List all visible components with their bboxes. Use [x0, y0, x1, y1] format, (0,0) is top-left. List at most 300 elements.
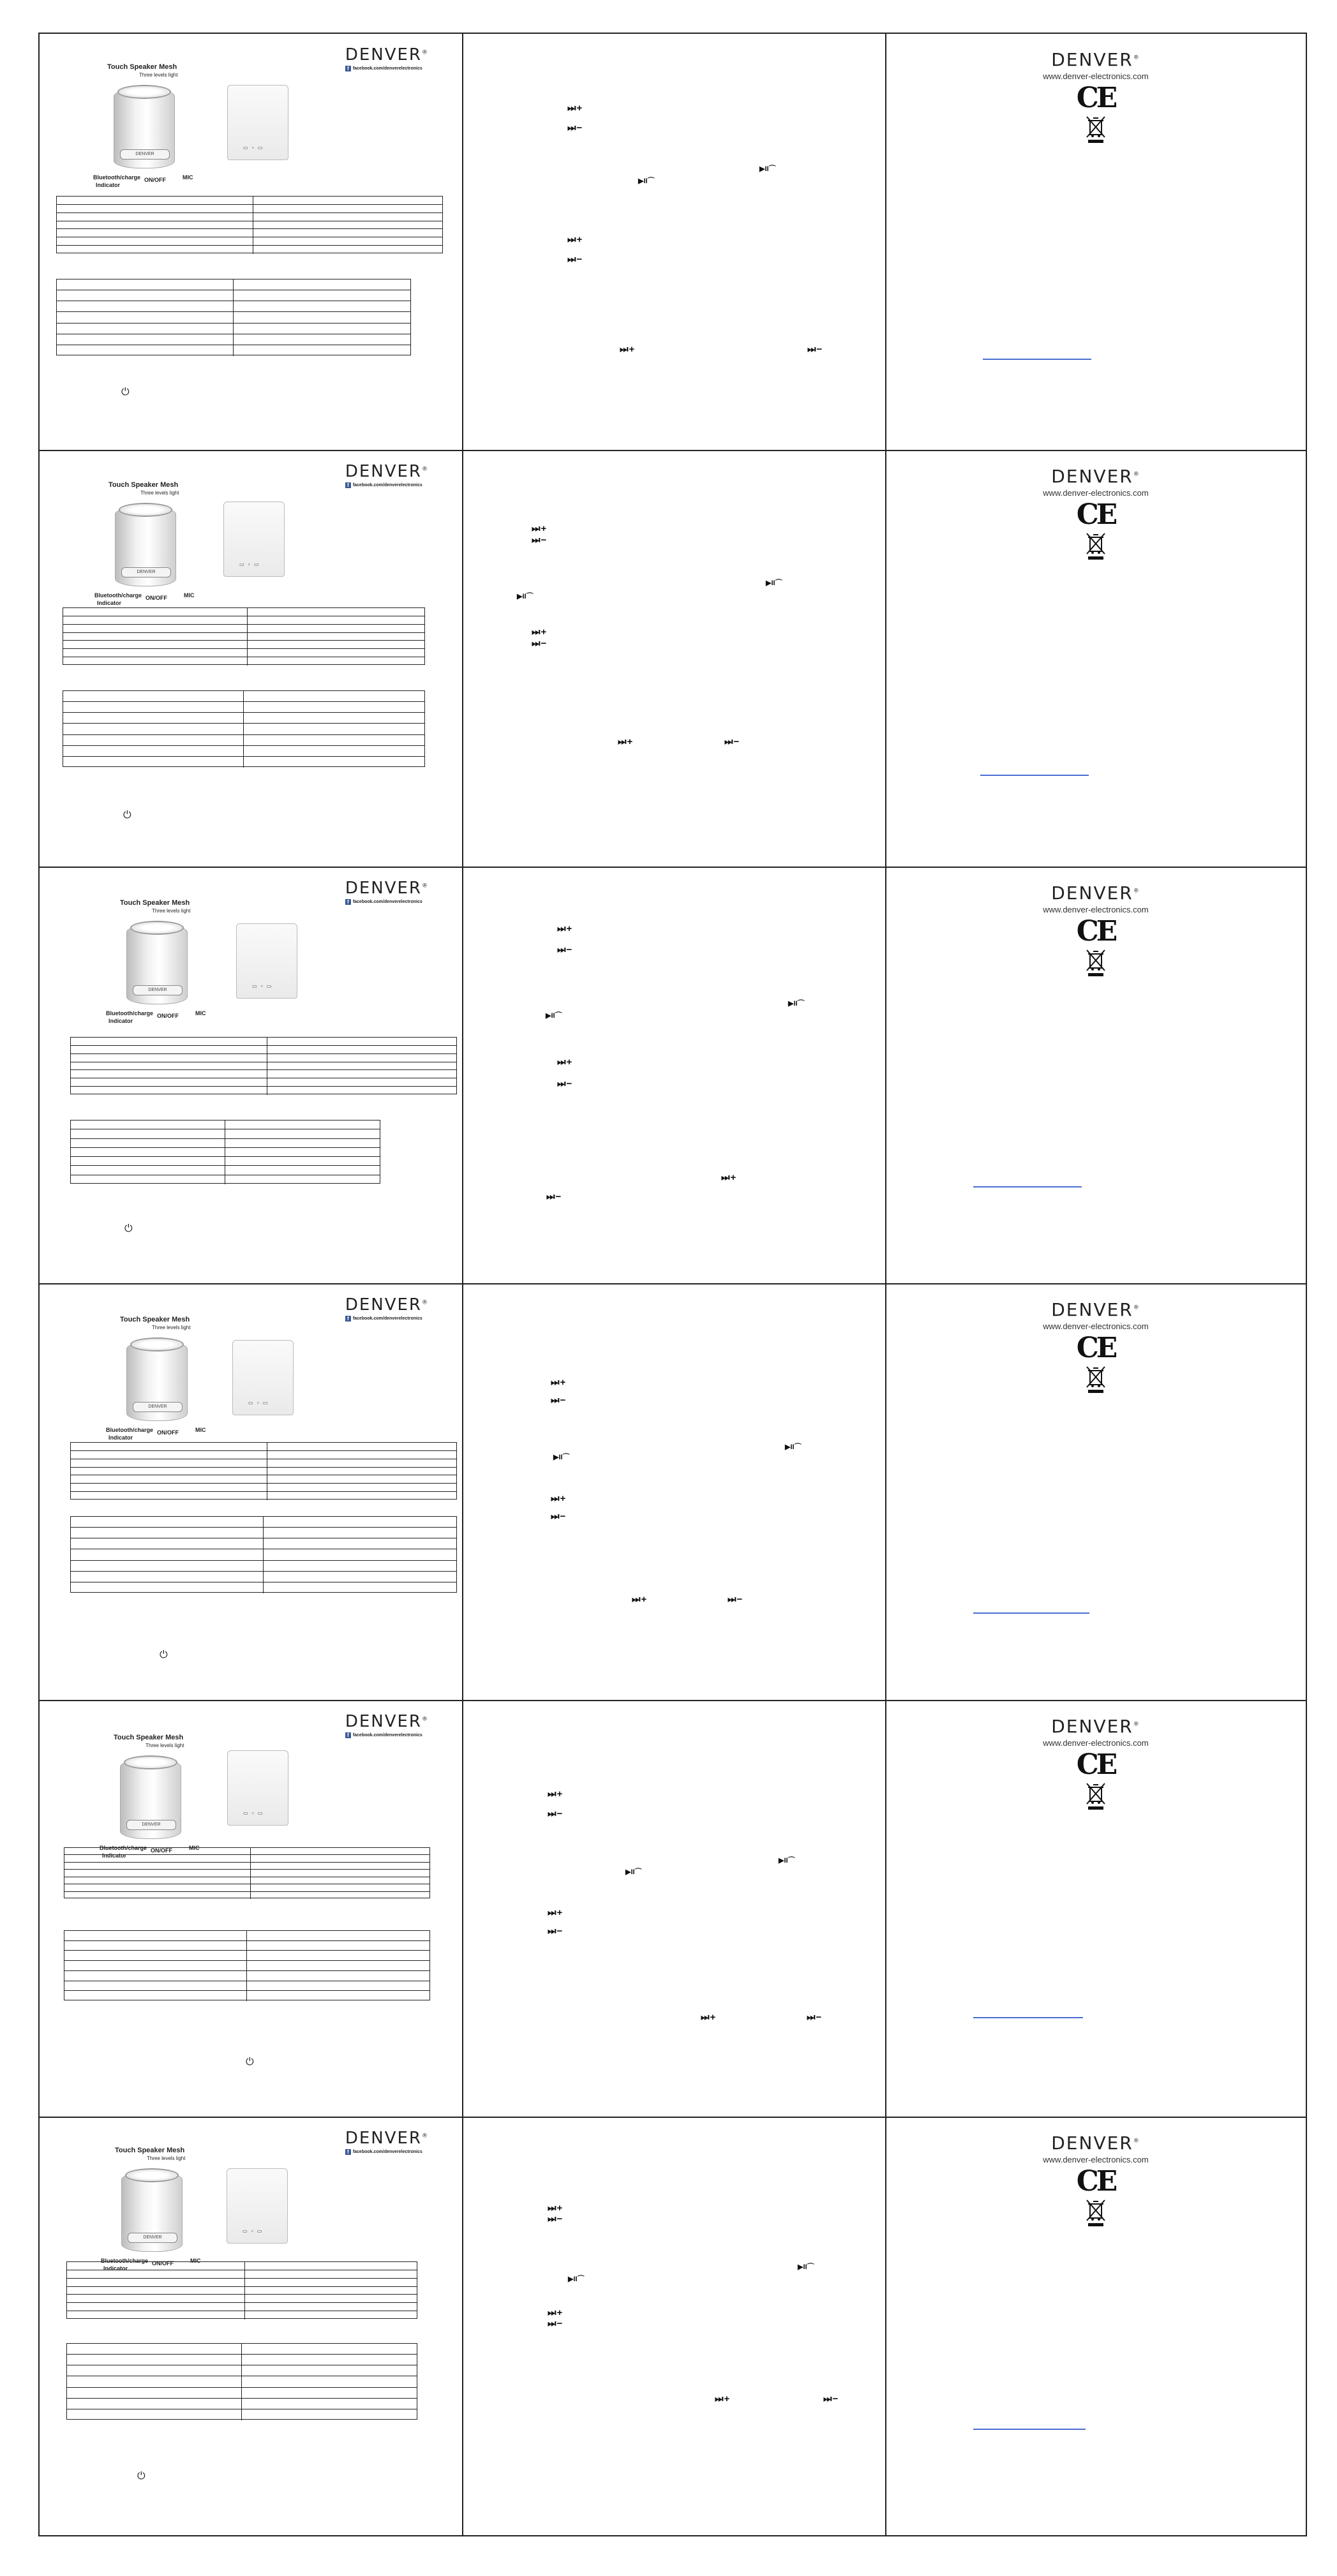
- light-label: Three levels light: [152, 908, 191, 914]
- table-row: [71, 1451, 456, 1459]
- table-row: [71, 1129, 380, 1138]
- table-cell: [267, 1046, 456, 1053]
- play-pause-icon: ▶︎II⌒: [517, 593, 534, 600]
- table-row: [71, 1078, 456, 1087]
- next-volume-up-icon: ⏭+: [721, 1172, 737, 1183]
- controls-panel: [461, 1699, 884, 2115]
- mic-label: MIC: [189, 1845, 200, 1851]
- denver-logo: DENVER®: [345, 1712, 429, 1731]
- mic-label: MIC: [184, 592, 195, 599]
- table-row: [64, 1991, 429, 2001]
- table-cell: [63, 649, 248, 657]
- table-cell: [264, 1561, 456, 1571]
- table-cell: [245, 2270, 417, 2278]
- table-cell: [267, 1070, 456, 1078]
- table-row: [64, 1870, 429, 1877]
- table-cell: [245, 2311, 417, 2319]
- compliance-panel: [885, 2116, 1307, 2532]
- light-label: Three levels light: [152, 1325, 191, 1330]
- previous-volume-down-icon: ⏭−: [557, 944, 573, 955]
- play-pause-icon: ▶︎II⌒: [779, 1857, 795, 1865]
- mic-label: MIC: [195, 1427, 206, 1433]
- website-url[interactable]: www.denver-electronics.com: [1043, 2155, 1149, 2164]
- website-url[interactable]: www.denver-electronics.com: [1043, 488, 1149, 498]
- product-diagram-panel: [38, 866, 461, 1282]
- hyperlink-underline[interactable]: [980, 775, 1089, 776]
- table-cell: [71, 1175, 225, 1184]
- next-volume-up-icon: ⏭+: [548, 1789, 564, 1799]
- table-cell: [71, 1549, 264, 1560]
- table-row: [71, 1166, 380, 1175]
- previous-volume-down-icon: ⏭−: [567, 123, 583, 133]
- previous-volume-down-icon: ⏭−: [551, 1395, 567, 1406]
- table-row: [64, 1848, 429, 1855]
- table-cell: [234, 301, 410, 311]
- table-cell: [251, 1877, 429, 1884]
- table-cell: [71, 1517, 264, 1527]
- table-row: [64, 1863, 429, 1870]
- product-diagram-panel: [38, 1699, 461, 2115]
- table-cell: [71, 1070, 267, 1078]
- table-cell: [63, 608, 248, 616]
- table-row: [71, 1459, 456, 1468]
- facebook-link[interactable]: f facebook.com/denverelectronics: [345, 1732, 429, 1738]
- table-cell: [67, 2399, 242, 2409]
- table-row: [71, 1517, 456, 1528]
- table-cell: [234, 334, 410, 345]
- table-cell: [71, 1468, 267, 1475]
- light-label: Three levels light: [140, 490, 179, 496]
- table-cell: [71, 1451, 267, 1459]
- speaker-front-illustration: DENVER: [121, 2166, 183, 2252]
- denver-logo: DENVER®: [1051, 466, 1140, 487]
- table-row: [63, 649, 424, 657]
- bluetooth-label: Bluetooth/charge: [106, 1010, 154, 1016]
- speaker-front-illustration: DENVER: [114, 82, 175, 168]
- onoff-label: ON/OFF: [152, 2260, 174, 2267]
- table-cell: [247, 1981, 429, 1991]
- table-cell: [247, 1971, 429, 1981]
- table-row: [67, 2376, 417, 2387]
- controls-panel: [461, 866, 884, 1282]
- table-row: [63, 608, 424, 616]
- brand-block: [885, 1716, 1307, 1810]
- table-cell: [71, 1492, 267, 1500]
- table-row: [71, 1582, 456, 1593]
- table-cell: [67, 2365, 242, 2376]
- previous-volume-down-icon: ⏭−: [567, 254, 583, 265]
- previous-volume-down-icon: ⏭−: [548, 2318, 564, 2329]
- table-cell: [244, 691, 424, 701]
- table-cell: [71, 1166, 225, 1174]
- table-cell: [57, 312, 234, 322]
- power-icon: ⏻: [124, 1223, 133, 1234]
- table-cell: [245, 2303, 417, 2311]
- controls-panel: [461, 33, 884, 449]
- table-cell: [71, 1148, 225, 1156]
- table-cell: [63, 702, 244, 712]
- next-volume-up-icon: ⏭+: [548, 2203, 564, 2214]
- table-row: [57, 213, 442, 221]
- table-row: [71, 1062, 456, 1071]
- table-cell: [244, 702, 424, 712]
- table-cell: [251, 1892, 429, 1899]
- table-cell: [248, 649, 424, 657]
- next-volume-up-icon: ⏭+: [618, 736, 634, 747]
- diagram-title: Touch Speaker Mesh: [115, 2147, 185, 2154]
- table-cell: [64, 1951, 247, 1960]
- table-cell: [225, 1157, 380, 1165]
- power-icon: ⏻: [160, 1649, 168, 1660]
- table-cell: [247, 1931, 429, 1940]
- table-cell: [71, 1475, 267, 1483]
- denver-logo: DENVER®: [345, 45, 429, 64]
- spec-table: [56, 196, 443, 253]
- table-cell: [242, 2399, 417, 2409]
- play-pause-icon: ▶︎II⌒: [766, 579, 782, 587]
- table-cell: [267, 1443, 456, 1450]
- speaker-back-illustration: ▭ ▫ ▭: [227, 1750, 288, 1826]
- table-cell: [242, 2355, 417, 2365]
- table-cell: [225, 1129, 380, 1138]
- table-row: [63, 702, 424, 713]
- denver-logo: DENVER®: [1051, 1716, 1140, 1737]
- spec-table: [70, 1037, 457, 1094]
- table-row: [67, 2262, 417, 2270]
- diagram-title: Touch Speaker Mesh: [107, 63, 177, 71]
- table-cell: [57, 345, 234, 356]
- manual-page-row: [38, 866, 1337, 1282]
- table-cell: [225, 1148, 380, 1156]
- table-cell: [242, 2365, 417, 2376]
- crossed-out-bin-icon: [1084, 1366, 1107, 1394]
- denver-logo: DENVER®: [345, 1295, 429, 1314]
- table-cell: [57, 334, 234, 345]
- table-cell: [242, 2344, 417, 2354]
- table-cell: [244, 735, 424, 745]
- table-cell: [63, 625, 248, 632]
- table-cell: [63, 724, 244, 734]
- onoff-label: ON/OFF: [157, 1429, 179, 1436]
- table-row: [57, 221, 442, 230]
- table-cell: [244, 746, 424, 756]
- speaker-front-illustration: DENVER: [126, 1335, 188, 1421]
- facebook-link[interactable]: f facebook.com/denverelectronics: [345, 899, 429, 905]
- bluetooth-label: Bluetooth/charge: [94, 592, 142, 599]
- spec-table: [66, 2261, 417, 2319]
- table-row: [67, 2399, 417, 2409]
- hyperlink-underline[interactable]: [973, 2429, 1086, 2430]
- table-cell: [248, 616, 424, 624]
- table-row: [57, 229, 442, 237]
- product-diagram-panel: [38, 2116, 461, 2532]
- table-row: [71, 1175, 380, 1184]
- denver-logo: DENVER®: [345, 2129, 429, 2148]
- compliance-panel: [885, 33, 1307, 449]
- table-cell: [64, 1971, 247, 1981]
- table-row: [57, 345, 410, 356]
- table-cell: [63, 757, 244, 768]
- table-row: [71, 1087, 456, 1095]
- ce-mark: CE: [1076, 82, 1116, 114]
- table-row: [67, 2344, 417, 2355]
- website-url[interactable]: www.denver-electronics.com: [1043, 71, 1149, 81]
- ce-mark: CE: [1076, 1332, 1116, 1364]
- onoff-label: ON/OFF: [151, 1847, 172, 1854]
- table-cell: [264, 1572, 456, 1582]
- next-volume-up-icon: ⏭+: [567, 103, 583, 114]
- bluetooth-label: Bluetooth/charge: [106, 1427, 154, 1433]
- table-row: [71, 1157, 380, 1166]
- table-row: [71, 1120, 380, 1129]
- table-row: [71, 1148, 380, 1157]
- table-cell: [63, 616, 248, 624]
- table-cell: [71, 1087, 267, 1095]
- table-cell: [57, 205, 253, 212]
- table-cell: [267, 1475, 456, 1483]
- facebook-link[interactable]: f facebook.com/denverelectronics: [345, 66, 429, 71]
- compliance-panel: [885, 1699, 1307, 2115]
- parts-table: [70, 1516, 457, 1593]
- table-row: [71, 1484, 456, 1492]
- table-row: [63, 757, 424, 768]
- table-cell: [251, 1855, 429, 1861]
- light-label: Three levels light: [146, 1743, 184, 1748]
- hyperlink-underline[interactable]: [973, 1612, 1089, 1614]
- table-cell: [253, 237, 442, 245]
- table-cell: [63, 713, 244, 723]
- table-cell: [71, 1054, 267, 1062]
- denver-logo-block: [345, 1295, 429, 1322]
- table-row: [67, 2279, 417, 2287]
- diagram-title: Touch Speaker Mesh: [120, 899, 190, 907]
- ce-mark: CE: [1076, 2165, 1116, 2198]
- table-cell: [225, 1175, 380, 1184]
- table-cell: [247, 1951, 429, 1960]
- table-row: [71, 1054, 456, 1062]
- table-cell: [267, 1484, 456, 1491]
- speaker-back-illustration: ▭ ▫ ▭: [223, 502, 285, 577]
- table-cell: [57, 197, 253, 204]
- table-cell: [64, 1981, 247, 1991]
- play-pause-icon: ▶︎II⌒: [798, 2263, 814, 2271]
- table-row: [57, 237, 442, 246]
- denver-logo-block: [345, 462, 429, 488]
- table-cell: [253, 246, 442, 254]
- table-cell: [64, 1931, 247, 1940]
- onoff-label: ON/OFF: [157, 1013, 179, 1019]
- compliance-panel: [885, 866, 1307, 1282]
- next-volume-up-icon: ⏭+: [701, 2012, 717, 2023]
- table-cell: [71, 1157, 225, 1165]
- website-url[interactable]: www.denver-electronics.com: [1043, 905, 1149, 914]
- table-cell: [67, 2303, 245, 2311]
- controls-panel: [461, 449, 884, 865]
- crossed-out-bin-icon: [1084, 532, 1107, 560]
- onoff-label: ON/OFF: [144, 177, 166, 183]
- next-volume-up-icon: ⏭+: [567, 234, 583, 245]
- table-cell: [67, 2262, 245, 2270]
- table-cell: [71, 1582, 264, 1593]
- hyperlink-underline[interactable]: [973, 2017, 1083, 2018]
- hyperlink-underline[interactable]: [973, 1186, 1082, 1187]
- spec-table: [70, 1442, 457, 1500]
- table-row: [64, 1981, 429, 1992]
- table-row: [57, 290, 410, 301]
- indicator-label: Indicator: [96, 182, 121, 188]
- table-cell: [64, 1892, 251, 1899]
- mic-label: MIC: [190, 2258, 201, 2264]
- table-cell: [57, 290, 234, 301]
- table-cell: [267, 1038, 456, 1045]
- table-cell: [264, 1582, 456, 1593]
- play-pause-icon: ▶︎II⌒: [625, 1868, 642, 1876]
- power-icon: ⏻: [121, 387, 130, 398]
- table-cell: [64, 1855, 251, 1861]
- table-row: [67, 2355, 417, 2365]
- table-cell: [67, 2270, 245, 2278]
- table-cell: [67, 2287, 245, 2295]
- light-label: Three levels light: [147, 2155, 186, 2161]
- table-row: [71, 1475, 456, 1484]
- table-cell: [71, 1038, 267, 1045]
- table-cell: [71, 1561, 264, 1571]
- table-row: [57, 312, 410, 323]
- table-row: [63, 633, 424, 641]
- table-cell: [57, 246, 253, 254]
- table-cell: [57, 324, 234, 334]
- previous-volume-down-icon: ⏭−: [532, 535, 548, 546]
- speaker-back-illustration: ▭ ▫ ▭: [227, 2168, 288, 2244]
- facebook-link[interactable]: f facebook.com/denverelectronics: [345, 1316, 429, 1322]
- bluetooth-label: Bluetooth/charge: [101, 2258, 149, 2264]
- table-cell: [63, 746, 244, 756]
- table-row: [67, 2311, 417, 2319]
- table-row: [64, 1951, 429, 1961]
- table-row: [71, 1572, 456, 1582]
- mic-label: MIC: [183, 174, 193, 181]
- table-cell: [67, 2355, 242, 2365]
- facebook-link[interactable]: f facebook.com/denverelectronics: [345, 482, 429, 488]
- table-row: [71, 1443, 456, 1451]
- table-cell: [267, 1062, 456, 1070]
- table-cell: [57, 229, 253, 237]
- table-cell: [267, 1451, 456, 1459]
- table-cell: [267, 1054, 456, 1062]
- next-volume-up-icon: ⏭+: [620, 344, 636, 355]
- manual-page-row: [38, 33, 1337, 449]
- table-cell: [57, 221, 253, 229]
- table-cell: [63, 657, 248, 666]
- website-url[interactable]: www.denver-electronics.com: [1043, 1738, 1149, 1748]
- bluetooth-label: Bluetooth/charge: [93, 174, 141, 181]
- table-cell: [244, 713, 424, 723]
- product-diagram-panel: [38, 449, 461, 865]
- hyperlink-underline[interactable]: [983, 359, 1091, 360]
- table-cell: [71, 1459, 267, 1467]
- facebook-link[interactable]: f facebook.com/denverelectronics: [345, 2149, 429, 2155]
- table-row: [71, 1139, 380, 1148]
- table-cell: [264, 1528, 456, 1538]
- previous-volume-down-icon: ⏭−: [546, 1191, 562, 1202]
- brand-block: [885, 2133, 1307, 2227]
- table-cell: [225, 1166, 380, 1174]
- table-row: [57, 205, 442, 213]
- facebook-icon: f: [345, 66, 351, 71]
- denver-logo-block: [345, 2129, 429, 2155]
- table-row: [64, 1931, 429, 1941]
- table-row: [67, 2388, 417, 2399]
- table-cell: [267, 1492, 456, 1500]
- table-cell: [244, 757, 424, 768]
- parts-table: [66, 2343, 417, 2420]
- product-diagram-panel: [38, 1283, 461, 1699]
- compliance-panel: [885, 449, 1307, 865]
- table-cell: [253, 221, 442, 229]
- table-row: [64, 1892, 429, 1899]
- power-icon: ⏻: [137, 2471, 146, 2482]
- table-cell: [234, 312, 410, 322]
- previous-volume-down-icon: ⏭−: [551, 1511, 567, 1522]
- play-pause-icon: ▶︎II⌒: [759, 165, 776, 173]
- table-row: [67, 2409, 417, 2420]
- table-row: [63, 691, 424, 702]
- speaker-back-illustration: ▭ ▫ ▭: [236, 923, 297, 999]
- table-row: [71, 1561, 456, 1572]
- mic-label: MIC: [195, 1010, 206, 1016]
- play-pause-icon: ▶︎II⌒: [788, 1000, 805, 1008]
- table-cell: [71, 1062, 267, 1070]
- table-row: [57, 301, 410, 312]
- table-cell: [67, 2409, 242, 2420]
- next-volume-up-icon: ⏭+: [532, 627, 548, 637]
- table-cell: [245, 2287, 417, 2295]
- next-volume-up-icon: ⏭+: [548, 2307, 564, 2318]
- table-cell: [71, 1129, 225, 1138]
- table-cell: [264, 1549, 456, 1560]
- ce-mark: CE: [1076, 1748, 1116, 1781]
- table-row: [57, 246, 442, 254]
- table-cell: [247, 1941, 429, 1951]
- table-cell: [248, 633, 424, 641]
- table-cell: [67, 2279, 245, 2286]
- table-cell: [67, 2376, 242, 2386]
- crossed-out-bin-icon: [1084, 1782, 1107, 1810]
- table-cell: [63, 641, 248, 648]
- next-volume-up-icon: ⏭+: [548, 1907, 564, 1918]
- next-volume-up-icon: ⏭+: [632, 1594, 648, 1605]
- speaker-back-illustration: ▭ ▫ ▭: [227, 85, 288, 160]
- table-cell: [234, 324, 410, 334]
- table-cell: [253, 205, 442, 212]
- table-cell: [248, 608, 424, 616]
- manual-page-row: [38, 449, 1337, 865]
- table-cell: [57, 237, 253, 245]
- table-cell: [63, 633, 248, 641]
- table-cell: [64, 1870, 251, 1876]
- website-url[interactable]: www.denver-electronics.com: [1043, 1322, 1149, 1331]
- manual-page-row: [38, 2116, 1337, 2532]
- play-pause-icon: ▶︎II⌒: [568, 2275, 585, 2283]
- table-cell: [67, 2388, 242, 2398]
- table-cell: [253, 213, 442, 221]
- table-cell: [253, 229, 442, 237]
- table-cell: [67, 2311, 245, 2319]
- previous-volume-down-icon: ⏭−: [548, 1808, 564, 1819]
- light-label: Three levels light: [139, 72, 178, 78]
- previous-volume-down-icon: ⏭−: [728, 1594, 743, 1605]
- indicator-label: Indicator: [97, 600, 122, 606]
